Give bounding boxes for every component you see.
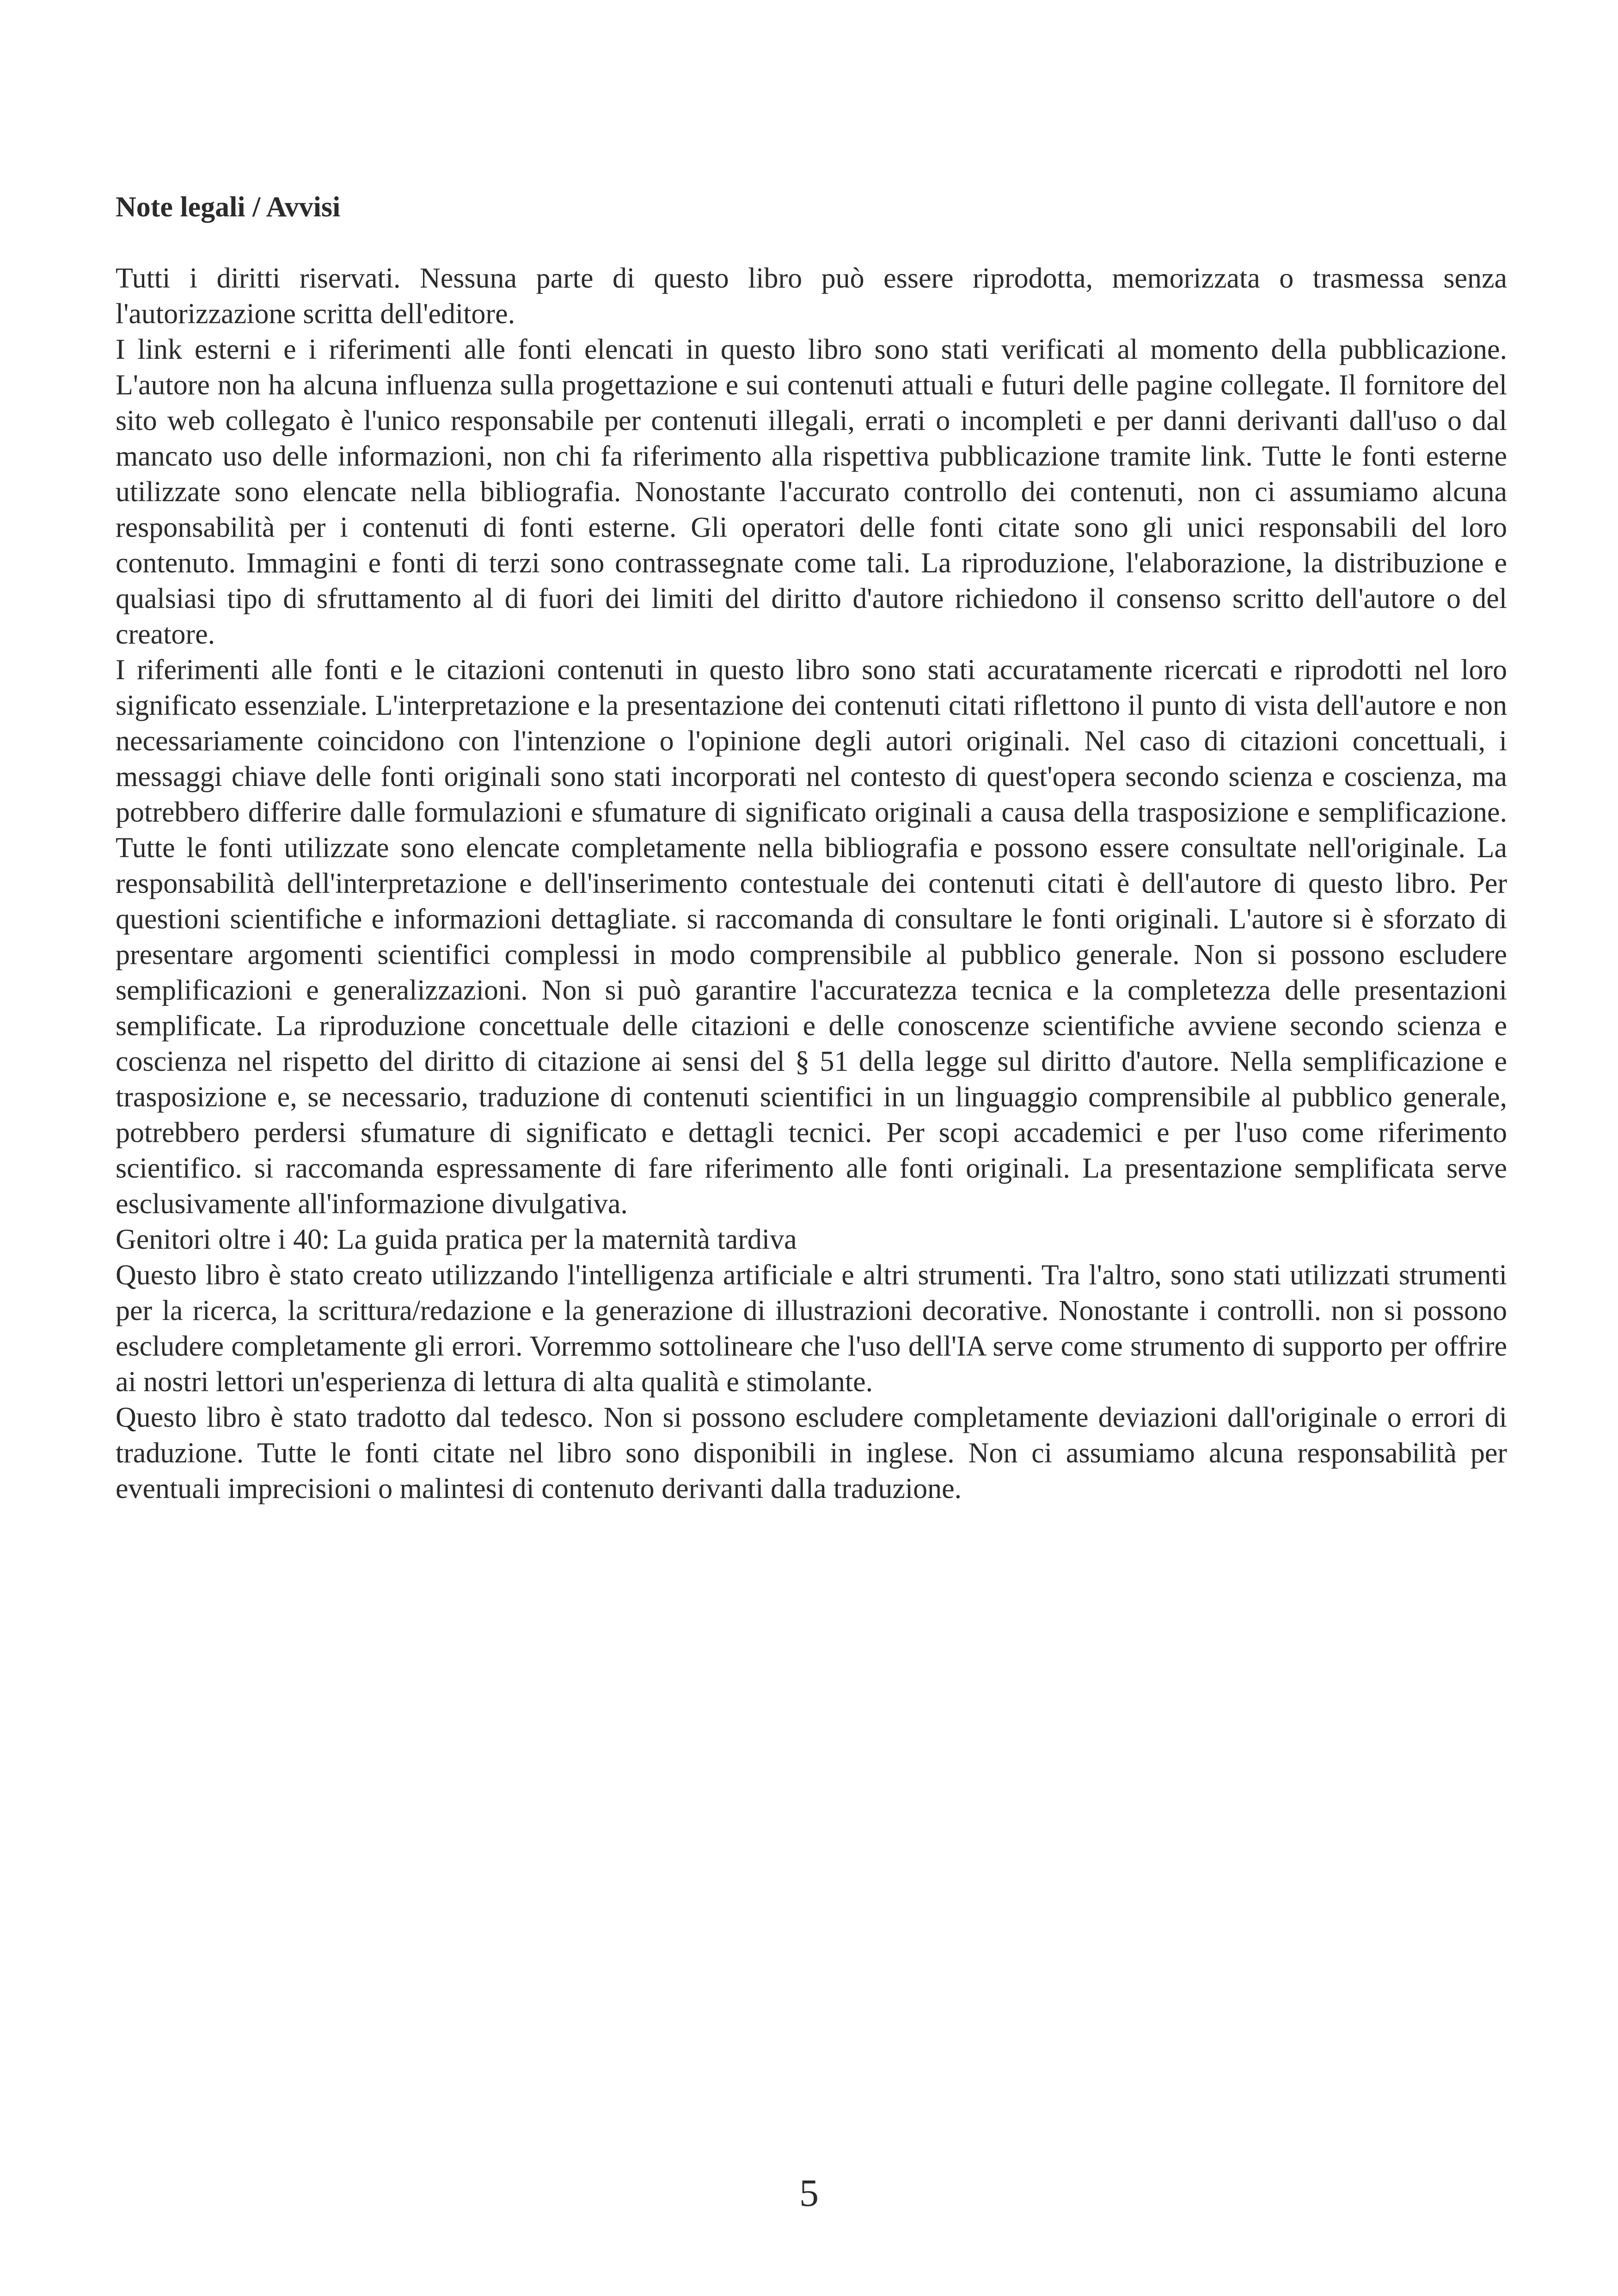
book-title-line: Genitori oltre i 40: La guida pratica per la maternità tardiva [116,1224,797,1255]
page-title: Note legali / Avvisi [116,191,341,223]
document-body [116,190,1507,1507]
paragraph-external-links: I link esterni e i riferimenti alle fonti elencati in questo libro sono stati verificati al momento della pubblicazione. L'autore non ha alcuna influenza sulla progettazione e sui contenuti attuali e futuri delle pagine collegate. Il fornitore del sito web collegato è l'unico responsabile per contenuti illegali, errati o incompleti e per danni derivanti dall'uso o dal mancato uso delle informazioni, non chi fa riferimento alla rispettiva pubblicazione tramite link. Tutte le fonti esterne utilizzate sono elencate nella bibliografia. Nonostante l'accurato controllo dei contenuti, non ci assumiamo alcuna responsabilità per i contenuti di fonti esterne. Gli operatori delle fonti citate sono gli unici responsabili del loro contenuto. Immagini e fonti di terzi sono contrassegnate come tali. La riproduzione, l'elaborazione, la distribuzione e qualsiasi tipo di sfruttamento al di fuori dei limiti del diritto d'autore richiedono il consenso scritto dell'autore o del creatore. [116,334,1507,650]
page-number: 5 [799,2172,819,2215]
paragraph-ai-usage: Questo libro è stato creato utilizzando l'intelligenza artificiale e altri strumenti. Tra l'altro, sono stati utilizzati strumenti per la ricerca, la scrittura/redazione e la generazione di illustrazioni decorative. Nonostante i controlli. non si possono escludere completamente gli errori. Vorremmo sottolineare che l'uso dell'IA serve come strumento di supporto per offrire ai nostri lettori un'esperienza di lettura di alta qualità e stimolante. [116,1259,1507,1398]
paragraph-citations: I riferimenti alle fonti e le citazioni contenuti in questo libro sono stati accuratamente ricercati e riprodotti nel loro significato essenziale. L'interpretazione e la presentazione dei contenuti citati riflettono il punto di vista dell'autore e non necessariamente coincidono con l'intenzione o l'opinione degli autori originali. Nel caso di citazioni concettuali, i messaggi chiave delle fonti originali sono stati incorporati nel contesto di quest'opera secondo scienza e coscienza, ma potrebbero differire dalle formulazioni e sfumature di significato originali a causa della trasposizione e semplificazione. Tutte le fonti utilizzate sono elencate completamente nella bibliografia e possono essere consultate nell'originale. La responsabilità dell'interpretazione e dell'inserimento contestuale dei contenuti citati è dell'autore di questo libro. Per questioni scientifiche e informazioni dettagliate. si raccomanda di consultare le fonti originali. L'autore si è sforzato di presentare argomenti scientifici complessi in modo comprensibile al pubblico generale. Non si possono escludere semplificazioni e generalizzazioni. Non si può garantire l'accuratezza tecnica e la completezza delle presentazioni semplificate. La riproduzione concettuale delle citazioni e delle conoscenze scientifiche avviene secondo scienza e coscienza nel rispetto del diritto di citazione ai sensi del § 51 della legge sul diritto d'autore. Nella semplificazione e trasposizione e, se necessario, traduzione di contenuti scientifici in un linguaggio comprensibile al pubblico generale, potrebbero perdersi sfumature di significato e dettagli tecnici. Per scopi accademici e per l'uso come riferimento scientifico. si raccomanda espressamente di fare riferimento alle fonti originali. La presentazione semplificata serve esclusivamente all'informazione divulgativa. [116,654,1507,1220]
paragraph-translation: Questo libro è stato tradotto dal tedesco. Non si possono escludere completamente deviazioni dall'originale o errori di traduzione. Tutte le fonti citate nel libro sono disponibili in inglese. Non ci assumiamo alcuna responsabilità per eventuali imprecisioni o malintesi di contenuto derivanti dalla traduzione. [116,1402,1507,1504]
paragraph-rights: Tutti i diritti riservati. Nessuna parte di questo libro può essere riprodotta, memorizzata o trasmessa senza l'autorizzazione scritta dell'editore. [116,263,1507,330]
